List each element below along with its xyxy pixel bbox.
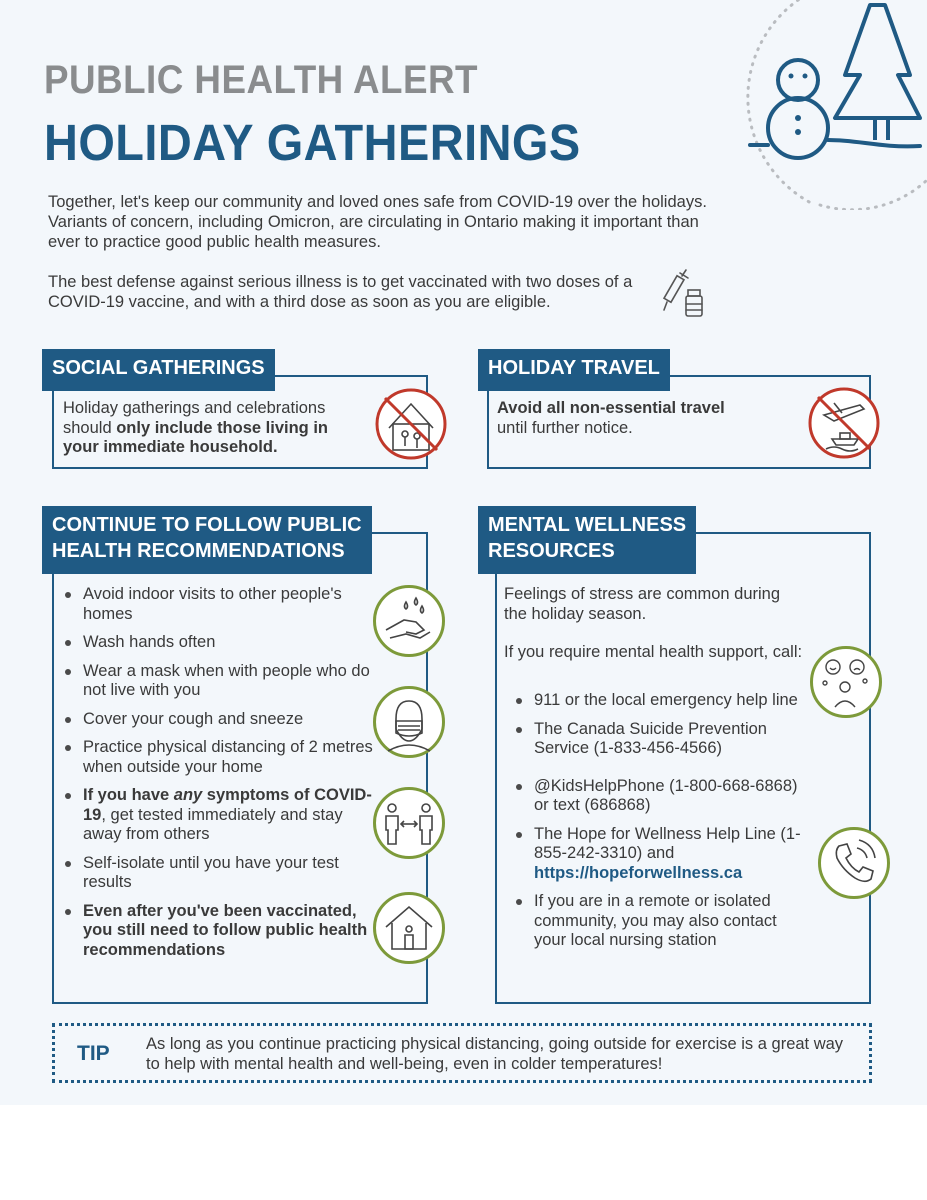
- recommendations-heading-line-2: HEALTH RECOMMENDATIONS: [52, 540, 345, 562]
- social-text-bold: only include those living in your immediate household.: [63, 418, 328, 456]
- holiday-travel-text: [497, 399, 767, 438]
- header-kicker: PUBLIC HEALTH ALERT: [44, 58, 478, 102]
- symptoms-rest: , get tested immediately and stay away from others: [83, 805, 343, 843]
- mental-heading-line-2: RESOURCES: [488, 540, 615, 562]
- list-item: @KidsHelpPhone (1-800-668-6868) or text (686868): [512, 777, 804, 816]
- mental-heading-line-1: MENTAL WELLNESS: [488, 514, 687, 536]
- tip-label: TIP: [77, 1042, 110, 1065]
- list-item: Wear a mask when with people who do not live with you: [61, 662, 373, 701]
- list-item: Self-isolate until you have your test results: [61, 854, 373, 893]
- symptoms-bold-2: symptoms of COVID-19: [83, 786, 372, 824]
- travel-text-bold: Avoid all non-essential travel: [497, 399, 725, 417]
- handwash-icon: [373, 585, 445, 657]
- mental-paragraph-1: Feelings of stress are common during the holiday season.: [504, 585, 781, 623]
- phone-icon: [818, 827, 890, 899]
- mental-resources-list: [512, 691, 804, 951]
- holiday-travel-heading: HOLIDAY TRAVEL: [478, 349, 670, 391]
- list-item: Avoid indoor visits to other people's homes: [61, 585, 373, 624]
- social-text-plain: Holiday gatherings and celebrations should: [63, 399, 326, 437]
- mask-icon: [373, 686, 445, 758]
- hope-text: The Hope for Wellness Help Line (1-855-242-3310) and: [534, 824, 801, 862]
- distancing-icon: [373, 787, 445, 859]
- intro-paragraph-1: Together, let's keep our community and loved ones safe from COVID-19 over the holidays. Variants of concern, including Omicron, are circulating in Ontario making it important than ever to practice good public health measures.: [48, 193, 707, 251]
- page-title: HOLIDAY GATHERINGS: [44, 114, 581, 171]
- list-item: Wash hands often: [61, 633, 373, 653]
- list-item-hope: [512, 825, 804, 884]
- symptoms-bold-1: If you have: [83, 786, 174, 804]
- recommendations-list: [61, 585, 373, 960]
- stress-icon: [810, 646, 882, 718]
- list-item-vaccinated: Even after you've been vaccinated, you still need to follow public health recommendations: [61, 902, 373, 961]
- list-item: Practice physical distancing of 2 metres when outside your home: [61, 738, 373, 777]
- list-item: If you are in a remote or isolated community, you may also contact your local nursing station: [512, 892, 804, 951]
- social-gatherings-text: [63, 399, 363, 458]
- symptoms-italic: any: [173, 786, 203, 804]
- hope-for-wellness-link[interactable]: https://hopeforwellness.ca: [534, 863, 743, 882]
- mental-wellness-heading: [478, 506, 696, 574]
- list-item: 911 or the local emergency help line: [512, 691, 804, 711]
- vaccine-syringe-icon: [662, 266, 710, 320]
- list-item-symptoms: [61, 786, 373, 845]
- social-gatherings-heading: SOCIAL GATHERINGS: [42, 349, 275, 391]
- list-item: Cover your cough and sneeze: [61, 710, 373, 730]
- intro-paragraph-2: The best defense against serious illness is to get vaccinated with two doses of a COVID-19 vaccine, and with a third dose as soon as you are eligible.: [48, 273, 633, 311]
- recommendations-heading: [42, 506, 372, 574]
- no-travel-icon: [804, 383, 884, 463]
- no-gathering-icon: [371, 384, 451, 464]
- recommendations-heading-line-1: CONTINUE TO FOLLOW PUBLIC: [52, 514, 362, 536]
- snowman-tree-icon: [720, 0, 927, 210]
- mental-paragraph-2: If you require mental health support, call:: [504, 643, 803, 661]
- list-item: The Canada Suicide Prevention Service (1-833-456-4566): [512, 720, 804, 759]
- tip-text: As long as you continue practicing physical distancing, going outside for exercise is a great way to help with mental health and well-being, even in colder temperatures!: [146, 1035, 844, 1073]
- home-icon: [373, 892, 445, 964]
- travel-text-plain: until further notice.: [497, 418, 633, 437]
